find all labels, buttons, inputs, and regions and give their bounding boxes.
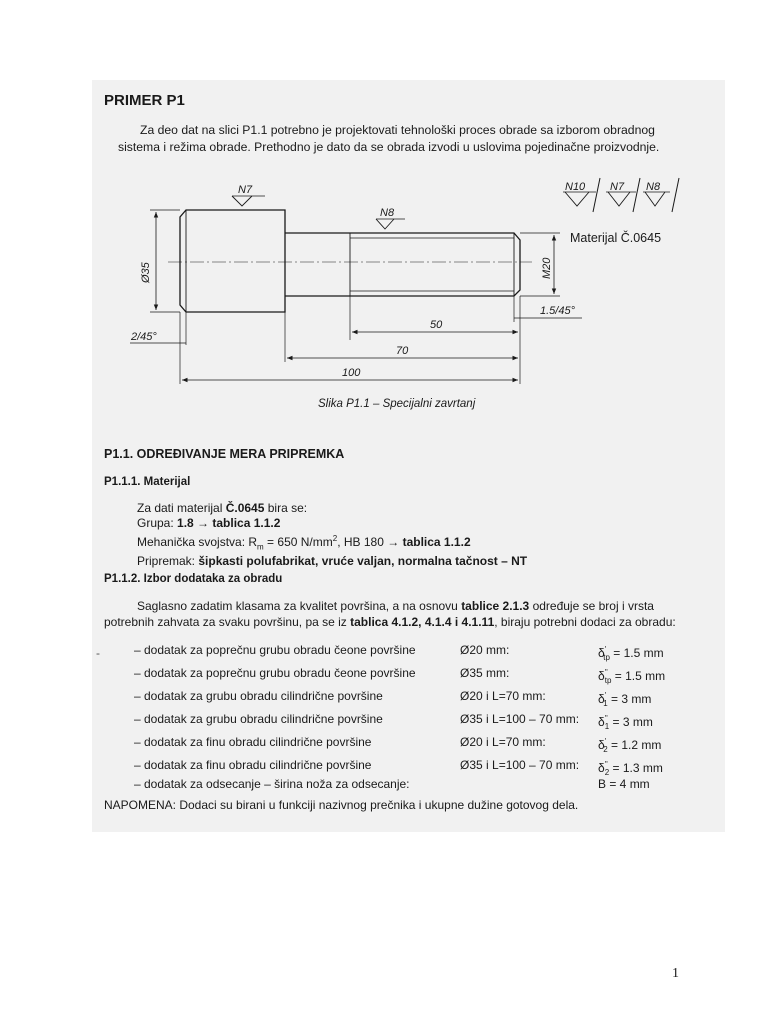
allowance-dimension: Ø35 mm: [460,666,510,680]
allowance-dimension: Ø20 i L=70 mm: [460,735,546,749]
bolt-drawing [0,0,768,420]
dim-d35: Ø35 [140,262,152,283]
intro-line-1: Za deo dat na slici P1.1 potrebno je projektovati tehnološki proces obrade sa izborom obradnog [140,123,655,137]
section-heading-p1-1-2: P1.1.2. Izbor dodataka za obradu [104,573,283,585]
allowance-dimension: Ø35 i L=100 – 70 mm: [460,712,580,726]
selection-paragraph: Saglasno zadatim klasama za kvalitet površina, a na osnovu tablice 2.1.3 određuje se broj i vrsta potrebnih zahvata za svaku površinu, pa se iz tablica 4.1.2, 4.1.4 i 4.1.11, biraju potrebni dodaci za obradu: [104,599,676,629]
allowance-value: $\delta'_1 = 3$ mm [598,691,652,709]
material-label: Materijal Č.0645 [570,231,662,245]
mark-n8: N8 [380,207,395,219]
allowance-value: $\delta'_2 = 1.2$ mm [598,737,662,755]
legend-mark-3: N8 [646,181,661,193]
legend-mark-1: N10 [565,181,586,193]
page-number: 1 [672,966,679,981]
dim-70: 70 [396,345,409,357]
allowance-value: $\delta''_1 = 3$ mm [598,714,653,732]
material-info: Za dati materijal Č.0645 bira se: Grupa: 1.8 → tablica 1.1.2 Mehanička svojstva: $R_m = 650$ $N/mm^2$, HB 180 → tablica 1.1.2 Pripremak: šipkasti polufabrikat, vruće valjan, normalna tačnost – NT [137,501,528,569]
allowance-desc: – dodatak za finu obradu cilindrične površine [134,758,372,772]
figure-caption: Slika P1.1 – Specijalni zavrtanj [318,398,476,410]
legend-mark-2: N7 [610,181,625,193]
dim-chamfer-left: 2/45° [131,331,157,343]
allowance-value: B = 4 mm [598,777,650,791]
allowance-desc: – dodatak za poprečnu grubu obradu čeone površine [134,666,416,680]
allowance-desc: – dodatak za odsecanje – širina noža za odsecanje: [134,777,410,791]
allowance-dimension: Ø20 i L=70 mm: [460,689,546,703]
section-heading-p1-1-1: P1.1.1. Materijal [104,476,191,488]
section-heading-p1-1: P1.1. ODREĐIVANJE MERA PRIPREMKA [104,447,345,461]
mark-n7: N7 [238,184,253,196]
allowance-desc: – dodatak za grubu obradu cilindrične površine [134,689,383,703]
dim-50: 50 [430,319,443,331]
page-title: PRIMER P1 [104,92,185,109]
allowance-dimension: Ø20 mm: [460,643,510,657]
stray-dash: - [96,646,100,660]
allowance-desc: – dodatak za grubu obradu cilindrične površine [134,712,383,726]
allowance-value: $\delta'_{tp} = 1.5$ mm [598,645,664,663]
dim-chamfer-right: 1.5/45° [540,305,575,317]
bolt-head-outline [180,210,285,312]
intro-line-2: sistema i režima obrade. Prethodno je dato da se obrada izvodi u uslovima pojedinačne proizvodnje. [118,140,660,154]
bolt-shank-outline [285,233,520,296]
allowance-value: $\delta''_2 = 1.3$ mm [598,760,663,778]
allowance-desc: – dodatak za poprečnu grubu obradu čeone površine [134,643,416,657]
dim-m20: M20 [541,257,553,279]
allowance-desc: – dodatak za finu obradu cilindrične površine [134,735,372,749]
note: NAPOMENA: Dodaci su birani u funkciji nazivnog prečnika i ukupne dužine gotovog dela. [104,798,579,812]
dim-100: 100 [342,367,361,379]
allowance-dimension: Ø35 i L=100 – 70 mm: [460,758,580,772]
allowance-value: $\delta''_{tp} = 1.5$ mm [598,668,666,686]
